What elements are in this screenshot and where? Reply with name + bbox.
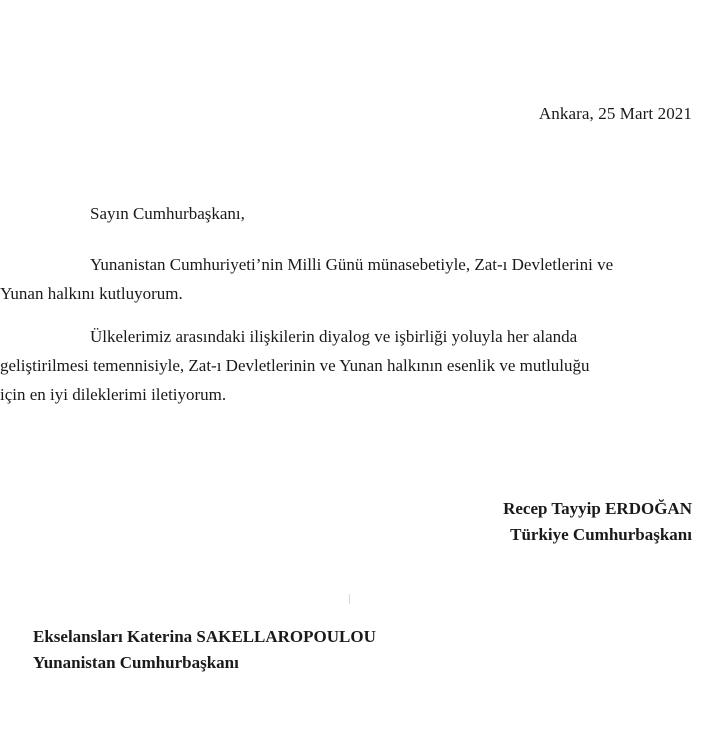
paragraph-line: Yunanistan Cumhuriyeti’nin Milli Günü münasebetiyle, Zat-ı Devletlerini ve [90,255,614,274]
recipient-block [33,624,376,676]
paragraph-line: Ülkelerimiz arasındaki ilişkilerin diyalog ve işbirliği yoluyla her alanda [90,327,578,346]
signatory-title: Türkiye Cumhurbaşkanı [510,525,692,544]
recipient-name: Ekselansları Katerina SAKELLAROPOULOU [33,627,376,646]
signature-block [503,496,692,548]
paragraph-line: geliştirilmesi temennisiyle, Zat-ı Devletlerinin ve Yunan halkının esenlik ve mutluluğu [0,356,590,375]
paragraph-wishes [0,322,688,409]
signatory-name: Recep Tayyip ERDOĞAN [503,499,692,518]
scan-artifact [349,594,350,604]
paragraph-congratulations [0,250,688,308]
recipient-title: Yunanistan Cumhurbaşkanı [33,653,239,672]
salutation: Sayın Cumhurbaşkanı, [90,204,245,223]
letter-date: Ankara, 25 Mart 2021 [538,104,692,123]
paragraph-line: Yunan halkını kutluyorum. [0,284,183,303]
paragraph-line: için en iyi dileklerimi iletiyorum. [0,385,227,404]
